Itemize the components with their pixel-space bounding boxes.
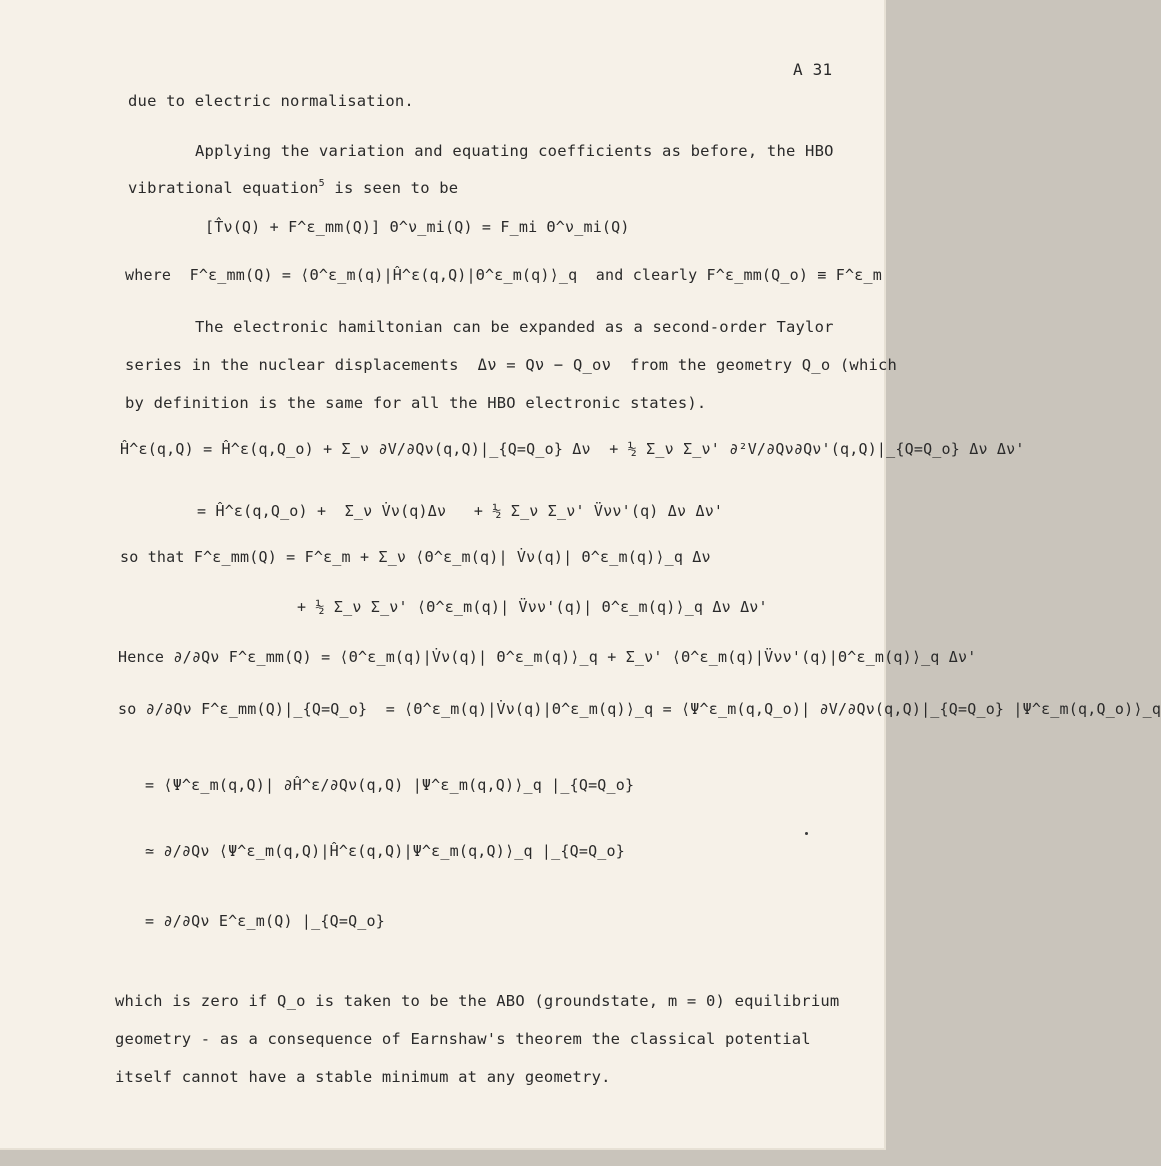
paper-speck (805, 832, 808, 835)
text-line: which is zero if Q_o is taken to be the ABO (groundstate, m = 0) equilibrium (115, 992, 840, 1010)
equation-hbo-vibrational: [T̂ν(Q) + F^ε_mm(Q)] Θ^ν_mi(Q) = F_mi Θ^ν_mi(Q) (205, 218, 630, 236)
equation-f-expansion: so that F^ε_mm(Q) = F^ε_m + Σ_ν ⟨Θ^ε_m(q)| V̇ν(q)| Θ^ε_m(q)⟩_q Δν (120, 548, 711, 566)
text-line: series in the nuclear displacements Δν = Qν − Q_oν from the geometry Q_o (which (125, 356, 898, 374)
equation-hellmann-feynman: = ⟨Ψ^ε_m(q,Q)| ∂Ĥ^ε/∂Qν(q,Q) |Ψ^ε_m(q,Q)⟩_q |_{Q=Q_o} (145, 776, 635, 794)
text-span: is seen to be (324, 179, 459, 197)
equation-f-expansion-cont: + ½ Σ_ν Σ_ν' ⟨Θ^ε_m(q)| V̈νν'(q)| Θ^ε_m(q)⟩_q Δν Δν' (297, 598, 768, 616)
text-line: due to electric normalisation. (128, 92, 414, 110)
text-line: itself cannot have a stable minimum at any geometry. (115, 1068, 611, 1086)
equation-derivative-at-qo: so ∂/∂Qν F^ε_mm(Q)|_{Q=Q_o} = ⟨Θ^ε_m(q)|V̇ν(q)|Θ^ε_m(q)⟩_q = ⟨Ψ^ε_m(q,Q_o)| ∂V/∂Qν(q,Q)|_{Q=Q_o} |Ψ^ε_m(q,Q_o)⟩_q (118, 700, 1161, 718)
equation-approx: ≃ ∂/∂Qν ⟨Ψ^ε_m(q,Q)|Ĥ^ε(q,Q)|Ψ^ε_m(q,Q)⟩_q |_{Q=Q_o} (145, 842, 625, 860)
equation-definition-f: where F^ε_mm(Q) = ⟨Θ^ε_m(q)|Ĥ^ε(q,Q)|Θ^ε_m(q)⟩_q and clearly F^ε_mm(Q_o) ≡ F^ε_m (125, 266, 882, 284)
text-line: The electronic hamiltonian can be expanded as a second-order Taylor (195, 318, 834, 336)
page-number: A 31 (793, 60, 833, 79)
equation-taylor-expansion: Ĥ^ε(q,Q) = Ĥ^ε(q,Q_o) + Σ_ν ∂V/∂Qν(q,Q)|_{Q=Q_o} Δν + ½ Σ_ν Σ_ν' ∂²V/∂Qν∂Qν'(q,Q)|_{Q=Q_o} Δν Δν' (120, 440, 1025, 458)
equation-derivative: Hence ∂/∂Qν F^ε_mm(Q) = ⟨Θ^ε_m(q)|V̇ν(q)| Θ^ε_m(q)⟩_q + Σ_ν' ⟨Θ^ε_m(q)|V̈νν'(q)|Θ^ε_m(q)⟩_q Δν' (118, 648, 977, 666)
text-line: geometry - as a consequence of Earnshaw's theorem the classical potential (115, 1030, 811, 1048)
text-span: vibrational equation (128, 179, 319, 197)
footnote-marker: 5 (318, 178, 325, 189)
text-line: Applying the variation and equating coefficients as before, the HBO (195, 142, 834, 160)
text-line: by definition is the same for all the HBO electronic states). (125, 394, 707, 412)
text-line (128, 178, 458, 197)
equation-taylor-compact: = Ĥ^ε(q,Q_o) + Σ_ν V̇ν(q)Δν + ½ Σ_ν Σ_ν' V̈νν'(q) Δν Δν' (197, 502, 724, 520)
equation-energy-derivative: = ∂/∂Qν E^ε_m(Q) |_{Q=Q_o} (145, 912, 385, 930)
